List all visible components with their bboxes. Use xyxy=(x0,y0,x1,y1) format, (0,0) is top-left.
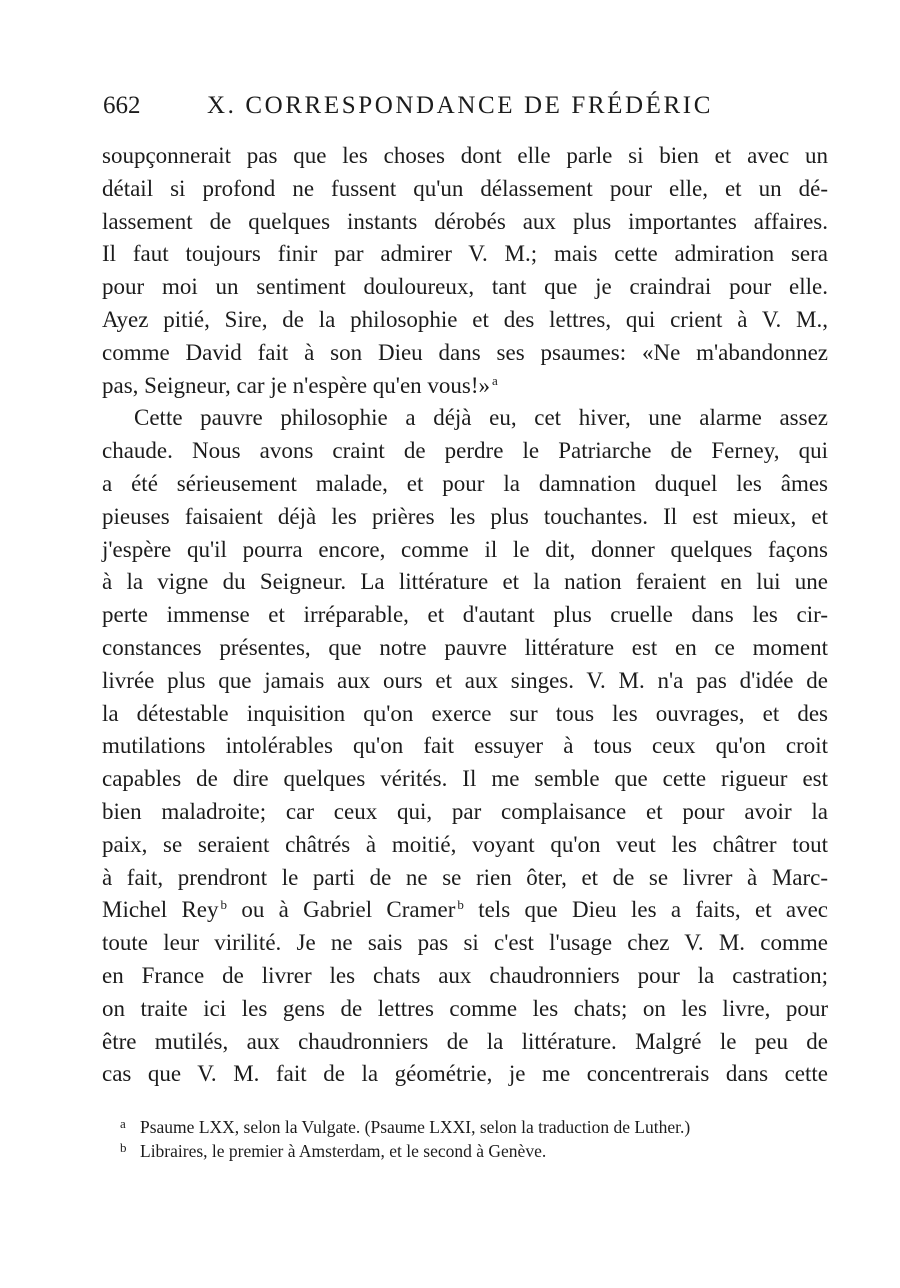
page-number: 662 xyxy=(103,92,141,119)
text-line: Il faut toujours finir par admirer V. M.; mais cette admiration sera xyxy=(102,241,828,267)
text-line: à fait, prendront le parti de ne se rien ôter, et de se livrer à Marc- xyxy=(102,864,828,890)
footnote-ref-b: b xyxy=(220,897,228,913)
text-line: a été sérieusement malade, et pour la damnation duquel les âmes xyxy=(102,470,828,496)
text-line: j'espère qu'il pourra encore, comme il le dit, donner quelques façons xyxy=(102,536,828,562)
text-line: livrée plus que jamais aux ours et aux singes. V. M. n'a pas d'idée de xyxy=(102,667,828,693)
text-line: Ayez pitié, Sire, de la philosophie et des lettres, qui crient à V. M., xyxy=(102,306,828,332)
text-line: cas que V. M. fait de la géométrie, je me concentrerais dans cette xyxy=(102,1061,828,1087)
text-segment: Michel Rey xyxy=(102,897,219,923)
text-line-paragraph-start: Cette pauvre philosophie a déjà eu, cet hiver, une alarme assez xyxy=(134,405,828,431)
text-line: comme David fait à son Dieu dans ses psaumes: «Ne m'abandonnez xyxy=(102,339,828,365)
running-title: X. CORRESPONDANCE DE FRÉDÉRIC xyxy=(207,92,714,119)
footnote-text: Libraires, le premier à Amsterdam, et le second à Genève. xyxy=(140,1141,547,1161)
text-line: en France de livrer les chats aux chaudronniers pour la castration; xyxy=(102,962,828,988)
text-line: pieuses faisaient déjà les prières les plus touchantes. Il est mieux, et xyxy=(102,503,828,529)
text-line: à la vigne du Seigneur. La littérature et la nation feraient en lui une xyxy=(102,569,828,595)
footnote-a: a Psaume LXX, selon la Vulgate. (Psaume LXXI, selon la traduction de Luther.) xyxy=(120,1116,691,1137)
text-line: chaude. Nous avons craint de perdre le Patriarche de Ferney, qui xyxy=(102,438,828,464)
text-line-paragraph-end xyxy=(102,370,828,403)
text-line: détail si profond ne fussent qu'un délassement pour elle, et un dé- xyxy=(102,175,828,201)
text-line: être mutilés, aux chaudronniers de la littérature. Malgré le peu de xyxy=(102,1028,828,1054)
text-segment: ou à Gabriel Cramer xyxy=(241,897,456,923)
text-line: bien maladroite; car ceux qui, par complaisance et pour avoir la xyxy=(102,798,828,824)
text-line: lassement de quelques instants dérobés aux plus importantes affaires. xyxy=(102,208,828,234)
text-line: toute leur virilité. Je ne sais pas si c'est l'usage chez V. M. comme xyxy=(102,930,828,956)
text-line: perte immense et irréparable, et d'autant plus cruelle dans les cir- xyxy=(102,602,828,628)
text-line: mutilations intolérables qu'on fait essuyer à tous ceux qu'on croit xyxy=(102,733,828,759)
running-head xyxy=(103,92,830,126)
text-line: la détestable inquisition qu'on exerce sur tous les ouvrages, et des xyxy=(102,700,828,726)
text-line: constances présentes, que notre pauvre littérature est en ce moment xyxy=(102,634,828,660)
text-line: pour moi un sentiment douloureux, tant que je craindrai pour elle. xyxy=(102,274,828,300)
text-line: paix, se seraient châtrés à moitié, voyant qu'on veut les châtrer tout xyxy=(102,831,828,857)
text-line: soupçonnerait pas que les choses dont elle parle si bien et avec un xyxy=(102,143,828,168)
text-line-content: pas, Seigneur, car je n'espère qu'en vous!» xyxy=(102,372,491,398)
text-line: capables de dire quelques vérités. Il me semble que cette rigueur est xyxy=(102,766,828,792)
text-line-with-refs xyxy=(102,894,828,927)
text-segment: tels que Dieu les a faits, et avec xyxy=(478,897,829,923)
footnotes xyxy=(120,1115,820,1163)
text-line: on traite ici les gens de lettres comme les chats; on les livre, pour xyxy=(102,995,828,1021)
footnote-b: b Libraires, le premier à Amsterdam, et le second à Genève. xyxy=(120,1140,547,1161)
footnote-text: Psaume LXX, selon la Vulgate. (Psaume LXXI, selon la traduction de Luther.) xyxy=(140,1117,691,1137)
footnote-ref-a: a xyxy=(492,372,498,388)
footnote-ref-b: b xyxy=(457,897,464,913)
body-text xyxy=(102,140,828,1091)
